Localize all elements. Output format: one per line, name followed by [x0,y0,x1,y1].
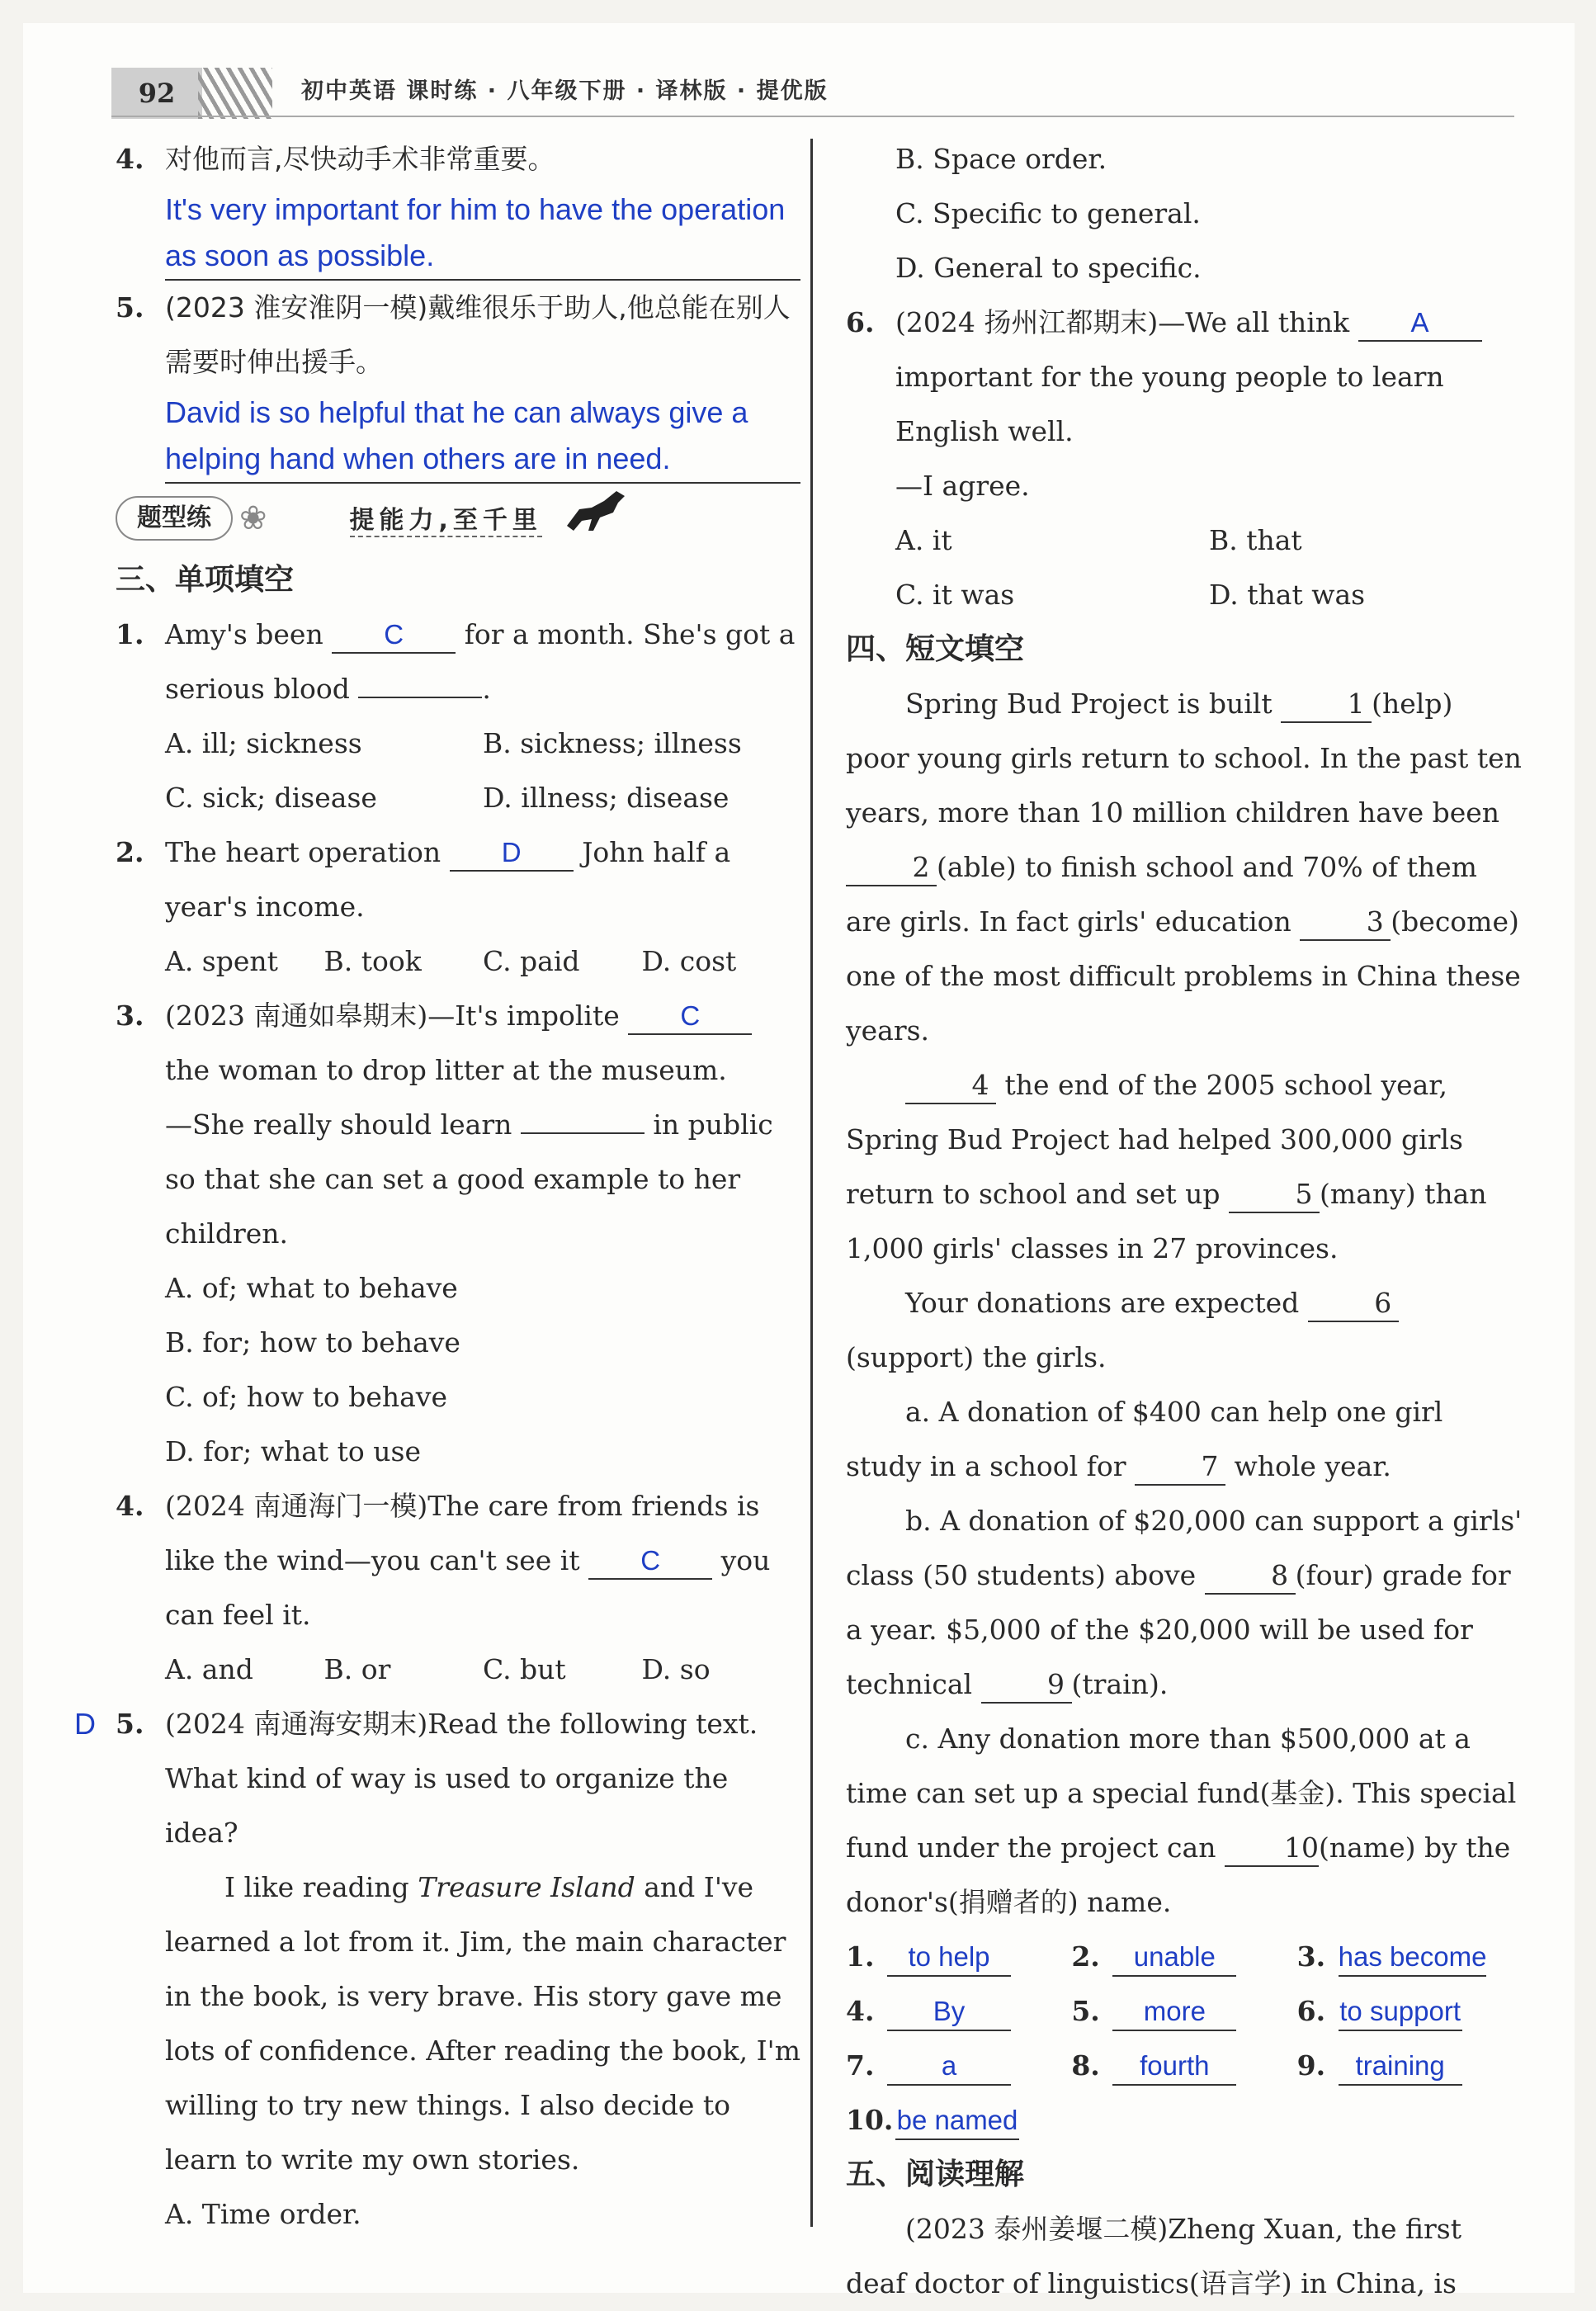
option: A. Time order. [165,2198,361,2230]
question-1: 1. Amy's been C for a month. She's got a serious blood . A. ill; sickness B. sickness; illness C. sick; disease D. illness; disease [116,607,800,825]
option: D. that was [1209,579,1366,611]
handwritten-answer: to support [1339,1993,1462,2031]
option: B. Space order. [895,143,1107,175]
question-6: 6. (2024 扬州江都期末)—We all think A important for the young people to learn English well. —I agree. A. it B. that C. it was D. that was [846,295,1523,622]
passage: I like reading Treasure Island and I've learned a lot from it. Jim, the main character in the book, is very brave. His story gave me lots of confidence. After reading the book, I'm willing to try new things. I also decide to learn to write my own stories. [165,1871,801,2176]
handwritten-answer: fourth [1112,2048,1236,2086]
margin-answer: D [74,1707,96,1741]
reading-passage: (2023 泰州姜堰二模)Zheng Xuan, the first deaf doctor of linguistics(语言学) in China, is [846,2213,1461,2299]
option: D. General to specific. [895,252,1202,284]
cloze-answers: 1. to help 2. unable 3. has become 4. By 5. more 6. to support 7. a 8. fourth 9. training 10. be named [846,1930,1523,2148]
option: D. illness; disease [483,782,730,814]
option: D. so [641,1653,711,1685]
header-stripes [198,68,272,119]
option: B. for; how to behave [165,1326,460,1359]
cloze-paragraph: c. Any donation more than $500,000 at a time can set up a special fund(基金). This special fund under the project can 10(name) by the donor's(捐赠者的) name. [846,1723,1517,1918]
option: B. that [1209,524,1302,556]
option: A. spent [165,945,278,977]
option: C. but [483,1653,566,1685]
option: A. ill; sickness [165,727,362,759]
option: B. took [323,945,422,977]
empty-blank [521,1132,645,1134]
option: C. it was [895,579,1015,611]
option: A. it [895,524,952,556]
page-number: 92 [111,68,202,119]
option: D. cost [641,945,737,977]
header-rule [111,116,1514,117]
right-column [846,132,1523,2311]
option: B. sickness; illness [483,727,742,759]
handwritten-answer: training [1339,2048,1462,2086]
horse-icon [559,484,633,552]
handwritten-answer: By [887,1993,1011,2031]
answer-blank: C [332,617,456,654]
cloze-paragraph: a. A donation of $400 can help one girl study in a school for 7 whole year. [846,1385,1523,1494]
cloze-paragraph: Spring Bud Project is built 1 (help) poor young girls return to school. In the past ten years, more than 10 million children have been 2 (able) to finish school and 70% of them are girls. In fact girls' education 3 (become) one of the most difficult problems in China these years. [846,688,1522,1047]
option: A. and [165,1653,253,1685]
answer-blank: C [588,1543,712,1580]
question-text: 对他而言,尽快动手术非常重要。 [165,143,555,175]
handwritten-answer: has become [1339,1939,1487,1977]
question-5: D 5. (2024 南通海安期末)Read the following text. What kind of way is used to organize the idea? I like reading Treasure Island and I've learned a lot from it. Jim, the main character in the book, is very brave. His story gave me lots of confidence. After reading the book, I'm willing to try new things. I also decide to learn to write my own stories. A. Time order. [116,1697,800,2242]
option: A. of; what to behave [165,1272,458,1304]
question-text: (2023 淮安淮阴一模)戴维很乐于助人,他总能在别人需要时伸出援手。 [165,291,791,378]
translation-item: 4. 对他而言,尽快动手术非常重要。 It's very important for him to have the operation as soon as possible. [116,132,800,281]
section-title: 四、短文填空 [846,632,1025,666]
option: D. for; what to use [165,1435,421,1467]
cloze-paragraph: 4 the end of the 2005 school year, Spring Bud Project had helped 300,000 girls return to school and set up 5 (many) than 1,000 girls' classes in 27 provinces. [846,1069,1487,1264]
answer-blank: D [450,835,574,872]
handwritten-answer: unable [1112,1939,1236,1977]
section-title: 三、单项填空 [116,563,295,597]
option: C. of; how to behave [165,1381,447,1413]
answer-blank: A [1358,305,1482,342]
banner-label: 题型练 [116,496,233,541]
translation-item: 5. (2023 淮安淮阴一模)戴维很乐于助人,他总能在别人需要时伸出援手。 David is so helpful that he can always give a helping hand when others are in need. [116,281,800,484]
question-4: 4. (2024 南通海门一模)The care from friends is like the wind—you can't see it C you can feel it. A. and B. or C. but D. so [116,1479,800,1697]
handwritten-answer: a [887,2048,1011,2086]
handwritten-answer: be named [895,2102,1019,2140]
option: C. paid [483,945,580,977]
question-2: 2. The heart operation D John half a year's income. A. spent B. took C. paid D. cost [116,825,800,989]
handwritten-answer: David is so helpful that he can always give a helping hand when others are in need. [165,390,800,484]
empty-blank [358,697,482,698]
handwritten-answer: to help [887,1939,1011,1977]
handwritten-answer: It's very important for him to have the operation as soon as possible. [165,187,800,281]
section-title: 五、阅读理解 [846,2157,1025,2191]
banner-slogan: 提能力,至千里 [350,499,542,537]
handwritten-answer: more [1112,1993,1236,2031]
left-column [74,132,801,2242]
header-title: 初中英语 课时练 · 八年级下册 · 译林版 · 提优版 [301,78,829,104]
answer-blank: C [628,999,752,1035]
practice-banner [116,489,800,548]
option: C. sick; disease [165,782,377,814]
option: C. Specific to general. [895,197,1201,229]
option: B. or [323,1653,391,1685]
column-divider [810,139,813,2227]
question-3: 3. (2023 南通如皋期末)—It's impolite C the woman to drop litter at the museum. —She really should learn in public so that she can set a good example to her children. A. of; what to behave B. for; how to behave C. of; how to behave D. for; what to use [116,989,800,1479]
cloze-paragraph: Your donations are expected 6(support) the girls. [846,1276,1523,1385]
cloze-paragraph: b. A donation of $20,000 can support a girls' class (50 students) above 8 (four) grade for a year. $5,000 of the $20,000 will be used for technical 9 (train). [846,1494,1523,1712]
flower-icon: ❀ [239,499,267,537]
